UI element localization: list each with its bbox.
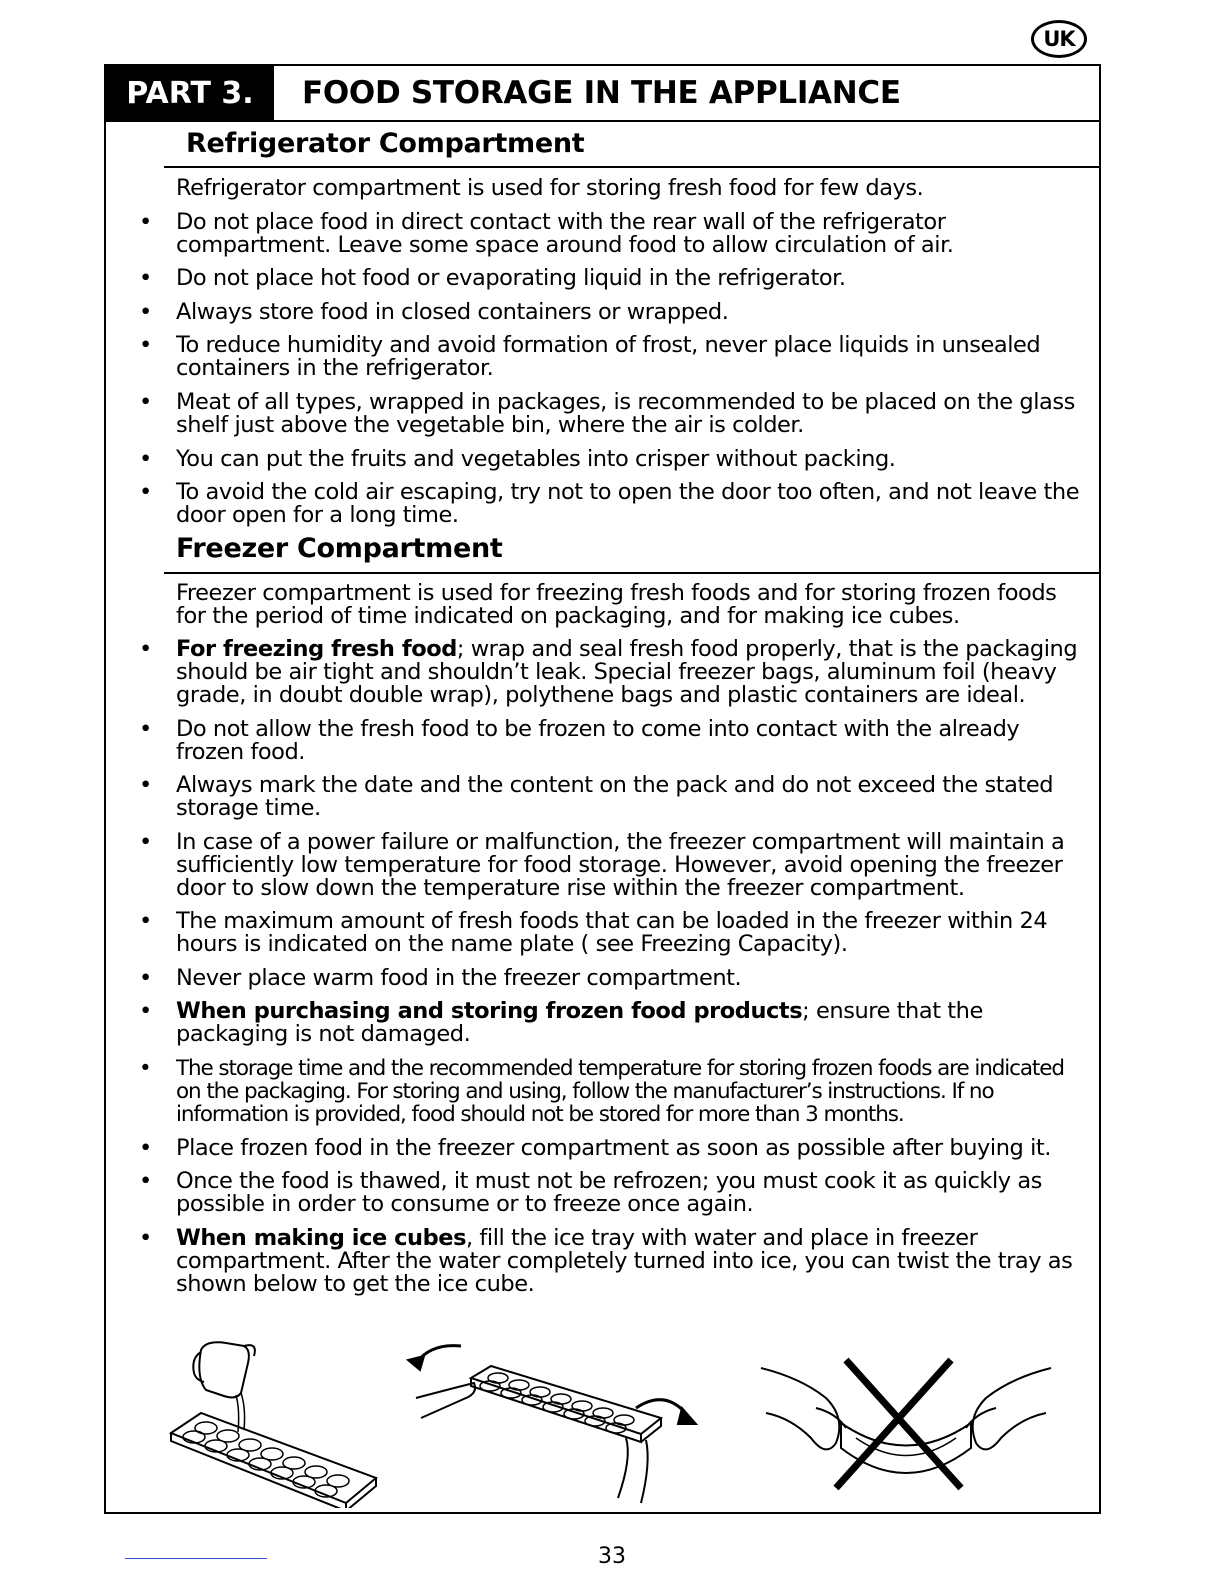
list-item: • Always mark the date and the content on the pack and do not exceed the stated storage time. (176, 774, 1091, 820)
list-item: • Never place warm food in the freezer compartment. (176, 967, 1091, 990)
list-item: • Always store food in closed containers or wrapped. (176, 301, 1091, 324)
section-divider (164, 572, 1099, 574)
part-header (106, 66, 1099, 122)
list-item-text: ; wrap and seal fresh food properly, that is the packaging should be air tight and shouldn’t leak. Special freezer bags, aluminum foil (heavy grade, in doubt double wrap), polythene bags and plastic containers are ideal. (176, 636, 1078, 708)
page-title: FOOD STORAGE IN THE APPLIANCE (302, 75, 901, 111)
list-item: • Do not place food in direct contact with the rear wall of the refrigerator compartment. Leave some space around food to allow circulation of air. (176, 211, 1091, 257)
section-divider (164, 166, 1099, 168)
refrigerator-intro: Refrigerator compartment is used for storing fresh food for few days. (176, 175, 924, 201)
ice-tray-illustrations (106, 1328, 1099, 1508)
list-item: • The storage time and the recommended temperature for storing frozen foods are indicated on the packaging. For storing and using, follow the manufacturer’s instructions. If no information is provided, food should not be stored for more than 3 months. (176, 1057, 1091, 1126)
list-item: • To avoid the cold air escaping, try not to open the door too often, and not leave the door open for a long time. (176, 481, 1091, 527)
list-item: • Meat of all types, wrapped in packages, is recommended to be placed on the glass shelf just above the vegetable bin, where the air is colder. (176, 391, 1091, 437)
part-label: PART 3. (106, 66, 274, 120)
freezer-intro: Freezer compartment is used for freezing fresh foods and for storing frozen foods for the period of time indicated on packaging, and for making ice cubes. (176, 580, 1057, 629)
list-item-text: , fill the ice tray with water and place in freezer compartment. After the water completely turned into ice, you can twist the tray as shown below to get the ice cube. (176, 1225, 1073, 1297)
list-item: • Place frozen food in the freezer compartment as soon as possible after buying it. (176, 1137, 1091, 1160)
list-item: • Do not place hot food or evaporating liquid in the refrigerator. (176, 267, 1091, 290)
footer-link[interactable] (125, 1558, 267, 1559)
list-item-text: ; ensure that the packaging is not damaged. (176, 998, 983, 1047)
list-item (176, 1000, 1091, 1046)
list-item: • To reduce humidity and avoid formation of frost, never place liquids in unsealed containers in the refrigerator. (176, 334, 1091, 380)
page-number: 33 (598, 1544, 626, 1569)
content-frame (104, 64, 1101, 1514)
bold-lead: When purchasing and storing frozen food products (176, 998, 803, 1024)
list-item (176, 638, 1091, 707)
freezer-heading: Freezer Compartment (176, 533, 503, 564)
bold-lead: For freezing fresh food (176, 636, 457, 662)
list-item (176, 1227, 1091, 1296)
list-item: • The maximum amount of fresh foods that can be loaded in the freezer within 24 hours is indicated on the name plate ( see Freezing Capacity). (176, 910, 1091, 956)
tray-twist-icon (406, 1338, 706, 1508)
bold-lead: When making ice cubes (176, 1225, 467, 1251)
country-badge: UK (1031, 20, 1087, 58)
refrigerator-heading: Refrigerator Compartment (186, 128, 585, 159)
list-item: • Do not allow the fresh food to be frozen to come into contact with the already frozen food. (176, 718, 1091, 764)
list-item: • In case of a power failure or malfunction, the freezer compartment will maintain a sufficiently low temperature for food storage. However, avoid opening the freezer door to slow down the temperature rise within the freezer compartment. (176, 831, 1091, 900)
list-item: • You can put the fruits and vegetables into crisper without packing. (176, 448, 1091, 471)
wrong-method-icon (756, 1338, 1056, 1508)
water-pouring-icon (166, 1338, 381, 1508)
list-item: • Once the food is thawed, it must not be refrozen; you must cook it as quickly as possible in order to consume or to freeze once again. (176, 1170, 1091, 1216)
